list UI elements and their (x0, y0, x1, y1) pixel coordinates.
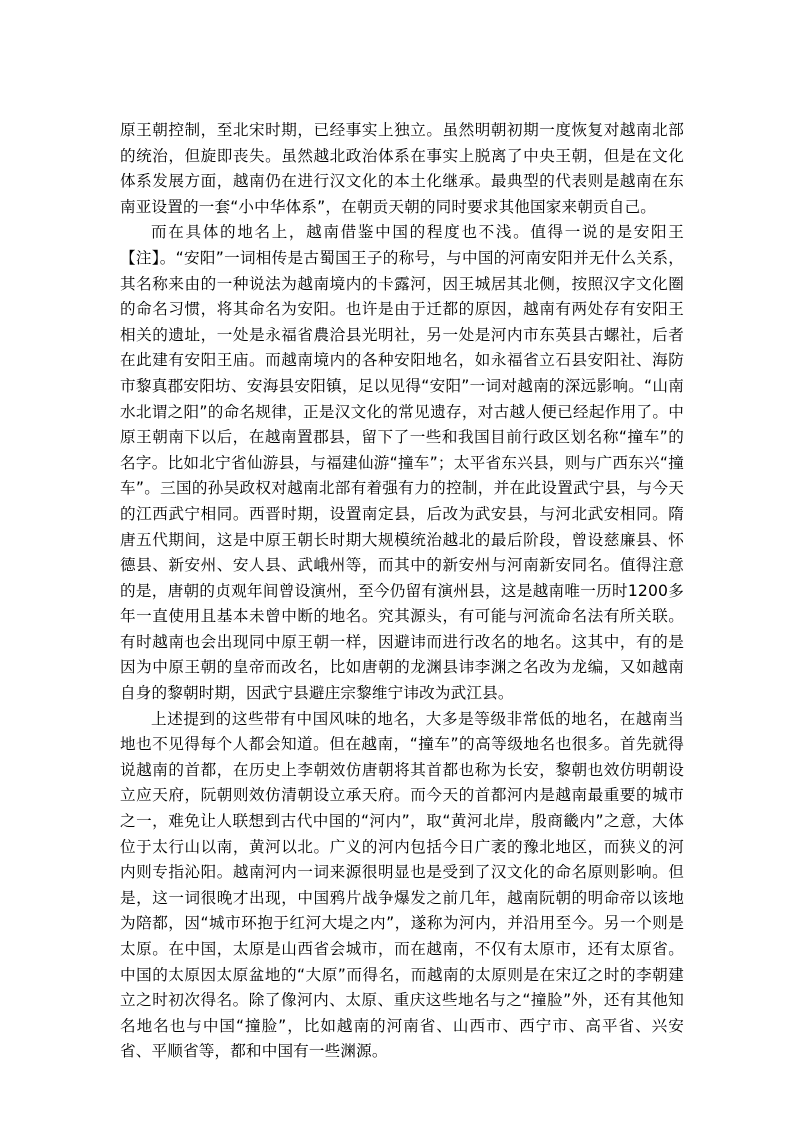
paragraph-1: 原王朝控制，至北宋时期，已经事实上独立。虽然明朝初期一度恢复对越南北部的统治，但旋即丧失。虽然越北政治体系在事实上脱离了中央王朝，但是在文化体系发展方面，越南仍在进行汉文化的本土化继承。最典型的代表则是越南在东南亚设置的一套“小中华体系”，在朝贡天朝的同时要求其他国家来朝贡自己。 (120, 121, 684, 216)
document-page (120, 118, 684, 1065)
paragraph-2: 而在具体的地名上，越南借鉴中国的程度也不浅。值得一说的是安阳王【注】。“安阳”一词相传是古蜀国王子的称号，与中国的河南安阳并无什么关系，其名称来由的一种说法为越南境内的卡露河，因王城居其北侧，按照汉字文化圈的命名习惯，将其命名为安阳。也许是由于迁都的原因，越南有两处存有安阳王相关的遗址，一处是永福省農洽县光明社，另一处是河内市东英县古螺社，后者在此建有安阳王庙。而越南境内的各种安阳地名，如永福省立石县安阳社、海防市黎真郡安阳坊、安海县安阳镇，足以见得“安阳”一词对越南的深远影响。“山南水北谓之阳”的命名规律，正是汉文化的常见遗存，对古越人便已经起作用了。中原王朝南下以后，在越南置郡县，留下了一些和我国目前行政区划名称“撞车”的名字。比如北宁省仙游县，与福建仙游“撞车”；太平省东兴县，则与广西东兴“撞车”。三国的孙吴政权对越南北部有着强有力的控制，并在此设置武宁县，与今天的江西武宁相同。西晋时期，设置南定县，后改为武安县，与河北武安相同。隋唐五代期间，这是中原王朝长时期大规模统治越北的最后阶段，曾设慈廉县、怀德县、新安州、安人县、武峨州等，而其中的新安州与河南新安同名。值得注意的是，唐朝的贞观年间曾设演州，至今仍留有演州县，这是越南唯一历时1200多年一直使用且基本未曾中断的地名。究其源头，有可能与河流命名法有所关联。有时越南也会出现同中原王朝一样，因避讳而进行改名的地名。这其中，有的是因为中原王朝的皇帝而改名，比如唐朝的龙渊县讳李渊之名改为龙编，又如越南自身的黎朝时期，因武宁县避庄宗黎维宁讳改为武江县。 (120, 223, 684, 703)
paragraph-3: 上述提到的这些带有中国风味的地名，大多是等级非常低的地名，在越南当地也不见得每个人都会知道。但在越南，“撞车”的高等级地名也很多。首先就得说越南的首都，在历史上李朝效仿唐朝将其首都也称为长安，黎朝也效仿明朝设立应天府，阮朝则效仿清朝设立承天府。而今天的首都河内是越南最重要的城市之一，难免让人联想到古代中国的“河内”，取“黄河北岸，殷商畿内”之意，大体位于太行山以南，黄河以北。广义的河内包括今日广袤的豫北地区，而狭义的河内则专指沁阳。越南河内一词来源很明显也是受到了汉文化的命名原则影响。但是，这一词很晚才出现，中国鸦片战争爆发之前几年，越南阮朝的明命帝以该地为陪都，因“城市环抱于红河大堤之内”，遂称为河内，并沿用至今。另一个则是太原。在中国，太原是山西省会城市，而在越南，不仅有太原市，还有太原省。中国的太原因太原盆地的“大原”而得名，而越南的太原则是在宋辽之时的李朝建立之时初次得名。除了像河内、太原、重庆这些地名与之“撞脸”外，还有其他知名地名也与中国“撞脸”，比如越南的河南省、山西市、西宁市、高平省、兴安省、平顺省等，都和中国有一些渊源。 (120, 709, 684, 1061)
